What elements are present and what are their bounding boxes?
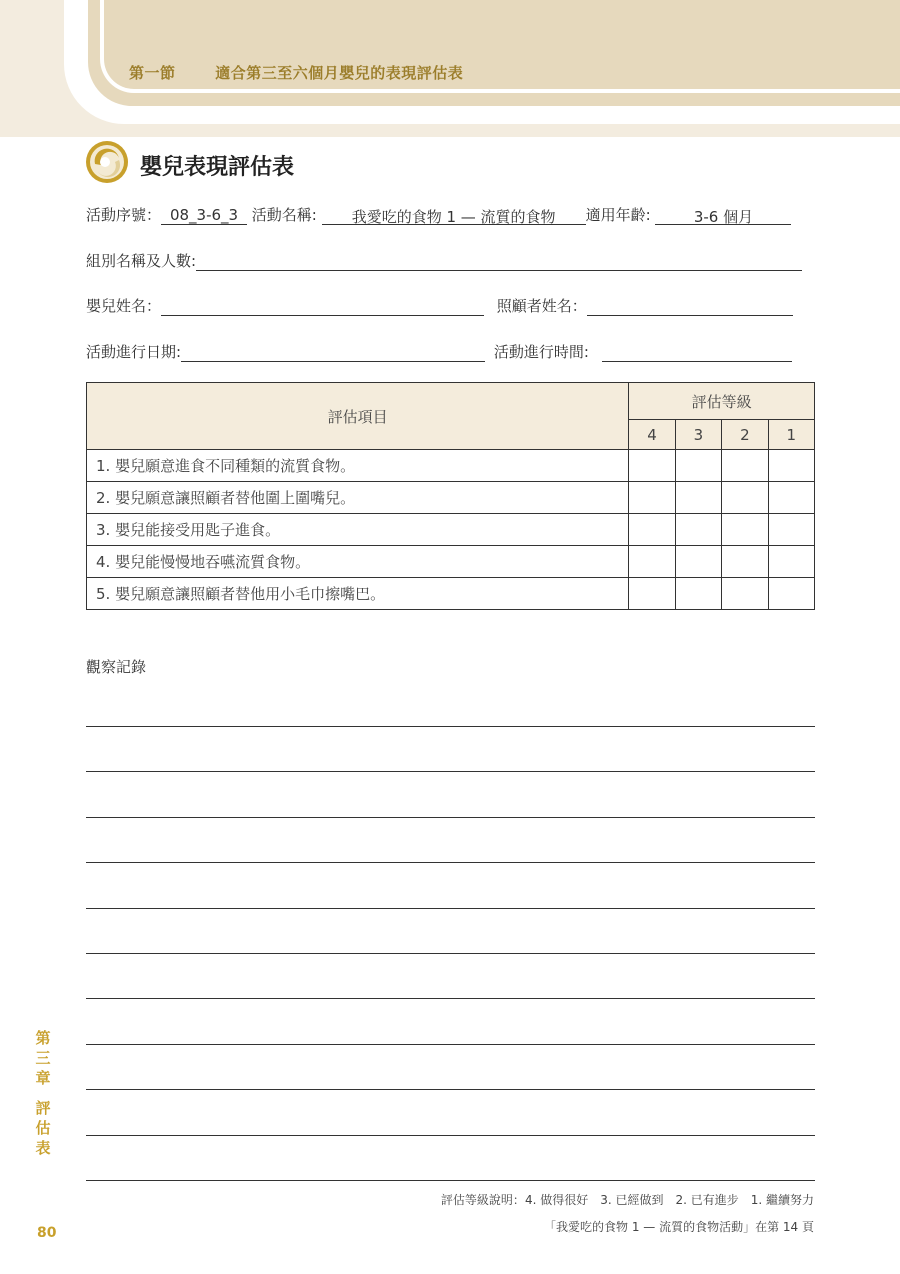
- table-row: [87, 546, 815, 578]
- grade-column-4: 4: [629, 420, 675, 450]
- section-number: 第一節: [129, 64, 176, 82]
- grade-cell[interactable]: [675, 578, 721, 610]
- item-text: 2. 嬰兒願意讓照顧者替他圍上圍嘴兒。: [87, 482, 629, 514]
- chapter-number: 第三章: [35, 1029, 51, 1087]
- grade-cell[interactable]: [629, 546, 675, 578]
- grade-cell[interactable]: [675, 482, 721, 514]
- chapter-name: 評估表: [35, 1099, 51, 1157]
- legend-item: 1. 繼續努力: [750, 1193, 814, 1207]
- observation-line[interactable]: [86, 726, 815, 727]
- group-label: 組別名稱及人數:: [86, 252, 197, 270]
- grade-cell[interactable]: [722, 514, 768, 546]
- legend-label: 評估等級說明：: [440, 1193, 525, 1207]
- item-text: 4. 嬰兒能慢慢地吞嚥流質食物。: [87, 546, 629, 578]
- form-title: 嬰兒表現評估表: [140, 155, 295, 180]
- grade-cell[interactable]: [768, 578, 814, 610]
- grade-cell[interactable]: [768, 450, 814, 482]
- activity-name-field[interactable]: 我愛吃的食物 1 — 流質的食物: [322, 206, 586, 225]
- grade-cell[interactable]: [722, 450, 768, 482]
- observation-line[interactable]: [86, 862, 815, 863]
- legend-item: 4. 做得很好: [524, 1193, 589, 1207]
- grade-cell[interactable]: [768, 546, 814, 578]
- activity-no-field[interactable]: 08_3-6_3: [161, 206, 247, 225]
- caregiver-name-label: 照顧者姓名：: [496, 297, 587, 315]
- item-header: 評估項目: [87, 383, 629, 450]
- grade-cell[interactable]: [629, 450, 675, 482]
- grade-cell[interactable]: [722, 578, 768, 610]
- activity-name-label: 活動名稱:: [251, 206, 317, 224]
- age-field[interactable]: 3-6 個月: [655, 206, 791, 225]
- observation-line[interactable]: [86, 1180, 815, 1181]
- observation-line[interactable]: [86, 1089, 815, 1090]
- grade-cell[interactable]: [629, 482, 675, 514]
- page-reference: 「我愛吃的食物 1 — 流質的食物活動」在第 14 頁: [544, 1220, 814, 1234]
- date-field[interactable]: [181, 343, 485, 362]
- datetime-row: [86, 341, 792, 362]
- item-text: 1. 嬰兒願意進食不同種類的流質食物。: [87, 450, 629, 482]
- baby-name-field[interactable]: [161, 297, 484, 316]
- observation-line[interactable]: [86, 953, 815, 954]
- caregiver-name-field[interactable]: [587, 297, 793, 316]
- side-chapter-label: [34, 1028, 52, 1158]
- group-field[interactable]: [196, 252, 802, 271]
- legend-item: 2. 已有進步: [675, 1193, 739, 1207]
- observation-label: 觀察記錄: [86, 658, 147, 676]
- grade-cell[interactable]: [675, 450, 721, 482]
- group-row: [86, 250, 802, 271]
- page-number: 80: [37, 1225, 57, 1241]
- grade-cell[interactable]: [675, 514, 721, 546]
- grade-cell[interactable]: [768, 482, 814, 514]
- grade-cell[interactable]: [675, 546, 721, 578]
- date-label: 活動進行日期:: [86, 343, 182, 361]
- observation-line[interactable]: [86, 1044, 815, 1045]
- item-text: 5. 嬰兒願意讓照顧者替他用小毛巾擦嘴巴。: [87, 578, 629, 610]
- grade-legend: [441, 1191, 814, 1208]
- age-label: 適用年齡:: [585, 206, 651, 224]
- names-row: [86, 295, 793, 316]
- item-text: 3. 嬰兒能接受用匙子進食。: [87, 514, 629, 546]
- activity-info-row: [86, 204, 791, 225]
- time-label: 活動進行時間:: [493, 343, 589, 361]
- grade-header: 評估等級: [629, 383, 815, 420]
- section-title: 適合第三至六個月嬰兒的表現評估表: [215, 64, 464, 82]
- evaluation-table: [86, 382, 815, 610]
- section-header: [129, 62, 463, 83]
- observation-line[interactable]: [86, 771, 815, 772]
- baby-name-label: 嬰兒姓名：: [86, 297, 162, 315]
- activity-no-label: 活動序號：: [86, 206, 162, 224]
- grade-cell[interactable]: [768, 514, 814, 546]
- observation-line[interactable]: [86, 998, 815, 999]
- observation-line[interactable]: [86, 817, 815, 818]
- swirl-icon: [85, 140, 129, 184]
- observation-line[interactable]: [86, 1135, 815, 1136]
- observation-line[interactable]: [86, 908, 815, 909]
- grade-cell[interactable]: [722, 546, 768, 578]
- time-field[interactable]: [602, 343, 792, 362]
- table-row: [87, 450, 815, 482]
- grade-column-1: 1: [768, 420, 814, 450]
- table-row: [87, 578, 815, 610]
- table-row: [87, 514, 815, 546]
- grade-cell[interactable]: [629, 578, 675, 610]
- grade-column-3: 3: [675, 420, 721, 450]
- grade-column-2: 2: [722, 420, 768, 450]
- grade-cell[interactable]: [722, 482, 768, 514]
- grade-cell[interactable]: [629, 514, 675, 546]
- table-row: [87, 482, 815, 514]
- legend-item: 3. 已經做到: [600, 1193, 664, 1207]
